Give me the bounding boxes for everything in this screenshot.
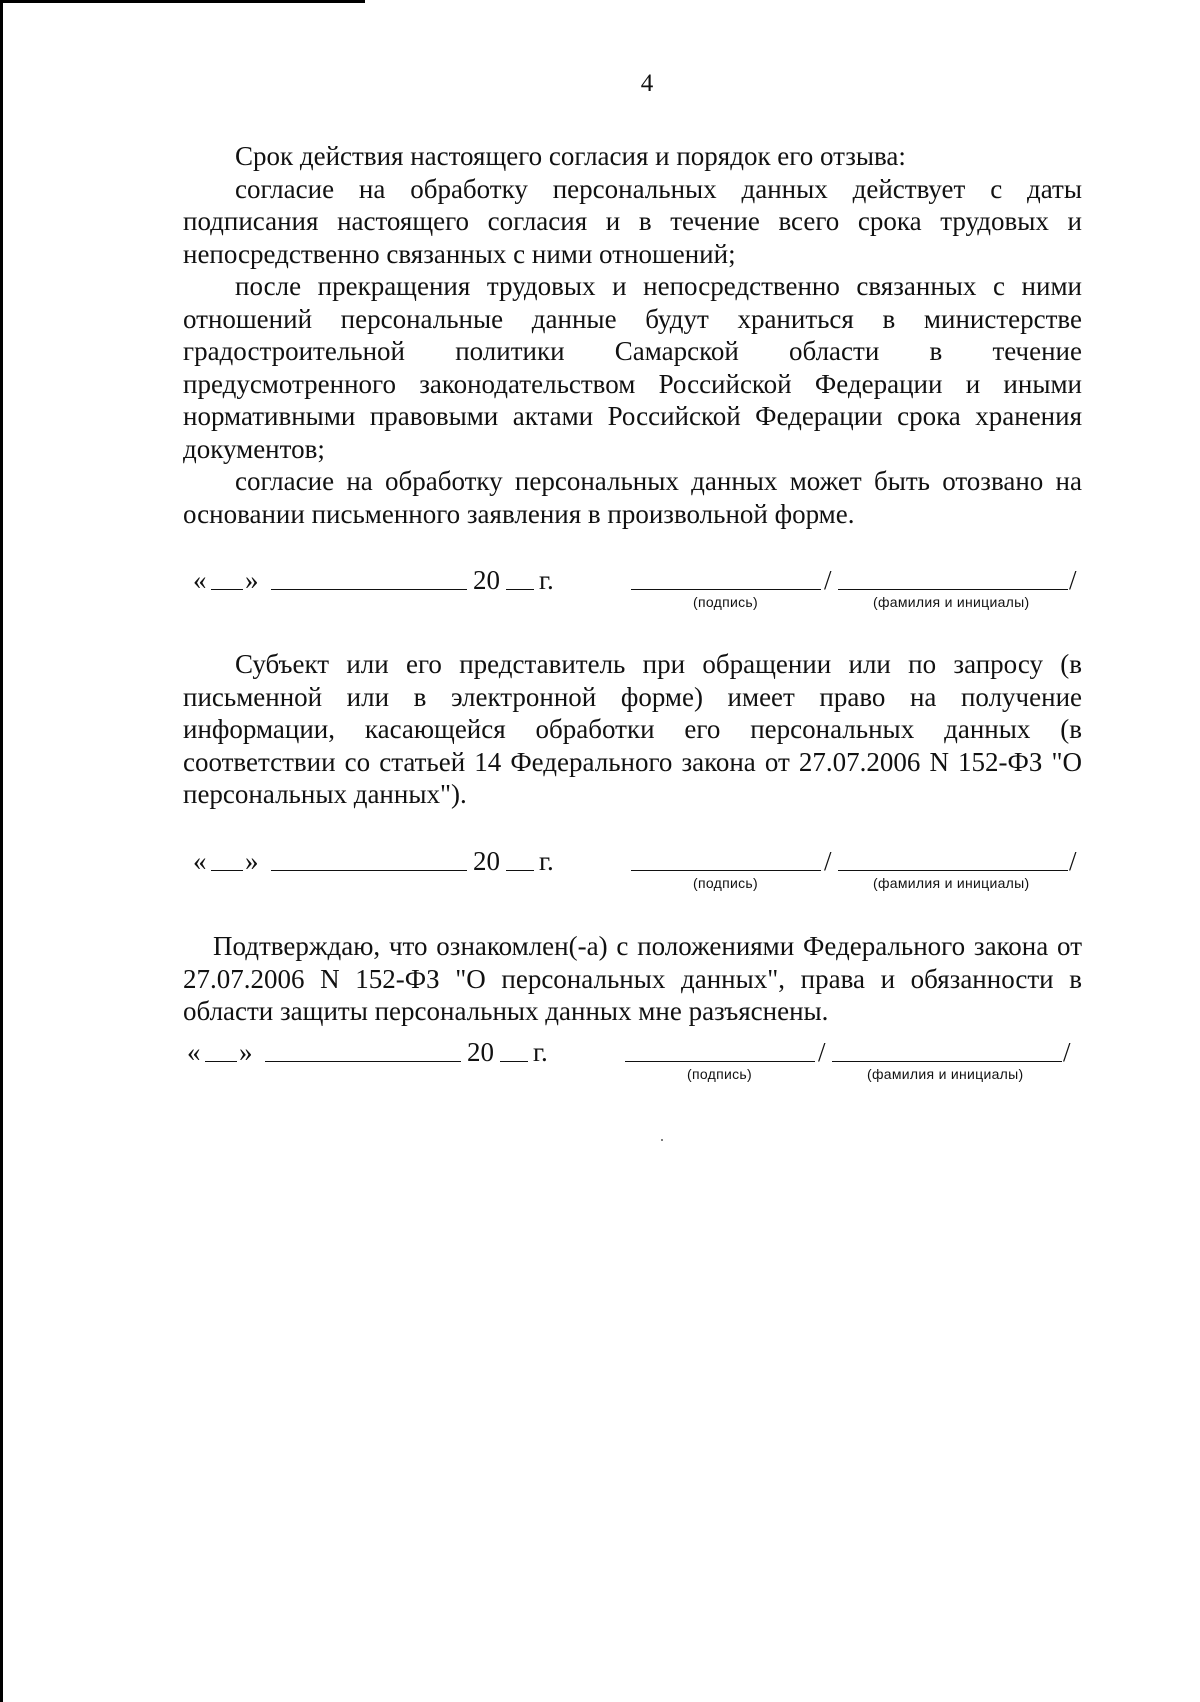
year-suffix: г. [539,846,554,876]
name-caption: (фамилия и инициалы) [873,875,1030,891]
quote-close: » [245,565,259,595]
signature-caption: (подпись) [693,594,758,610]
scan-border-top [0,0,365,3]
separator-slash: / [1069,846,1077,876]
confirmation-paragraph: Подтверждаю, что ознакомлен(-а) с положениями Федерального закона от 27.07.2006 N 152-ФЗ "О персональных данных", права и обязанности в области защиты персональных данных мне разъяснены. [183,931,1082,1026]
signature-field[interactable] [631,589,821,590]
year-prefix: 20 [473,565,500,595]
day-field[interactable] [211,870,243,871]
year-prefix: 20 [473,846,500,876]
signature-field[interactable] [631,870,821,871]
quote-open: « [193,846,207,876]
rights-paragraph: Субъект или его представитель при обращении или по запросу (в письменной или в электронной форме) имеет право на получение информации, касающейся обработки его персональных данных (в соответствии со статьей 14 Федерального закона от 27.07.2006 N 152-ФЗ "О персональных данных"). [183,649,1082,809]
validity-paragraph-2: после прекращения трудовых и непосредственно связанных с ними отношений персональные данные будут храниться в министерстве градостроительной политики Самарской области в течение предусмотренного законодательством Российской Федерации и иными нормативными правовыми актами Российской Федерации срока хранения документов; [183,271,1082,464]
name-field[interactable] [832,1061,1062,1062]
year-suffix: г. [533,1037,548,1067]
separator-slash: / [824,565,832,595]
month-field[interactable] [265,1061,461,1062]
quote-close: » [239,1037,253,1067]
name-field[interactable] [838,870,1068,871]
month-field[interactable] [271,589,467,590]
signature-row-1 [183,565,1085,615]
quote-close: » [245,846,259,876]
validity-section [183,140,1082,530]
year-field[interactable] [506,589,534,590]
separator-slash: / [824,846,832,876]
name-field[interactable] [838,589,1068,590]
quote-open: « [193,565,207,595]
scan-border-left [0,0,3,1702]
quote-open: « [187,1037,201,1067]
signature-caption: (подпись) [693,875,758,891]
year-field[interactable] [506,870,534,871]
separator-slash: / [1069,565,1077,595]
name-caption: (фамилия и инициалы) [873,594,1030,610]
separator-slash: / [818,1037,826,1067]
signature-field[interactable] [625,1061,815,1062]
validity-paragraph-1: согласие на обработку персональных данных действует с даты подписания настоящего согласия и в течение всего срока трудовых и непосредственно связанных с ними отношений; [183,173,1082,269]
year-field[interactable] [500,1061,528,1062]
signature-caption: (подпись) [687,1066,752,1082]
day-field[interactable] [211,589,243,590]
rights-section [183,648,1082,811]
signature-row-3 [177,1037,1079,1087]
name-caption: (фамилия и инициалы) [867,1066,1024,1082]
day-field[interactable] [205,1061,237,1062]
page-number: 4 [640,70,654,97]
separator-slash: / [1063,1037,1071,1067]
year-prefix: 20 [467,1037,494,1067]
validity-heading: Срок действия настоящего согласия и порядок его отзыва: [235,141,906,171]
year-suffix: г. [539,565,554,595]
scan-speck [661,1139,663,1141]
validity-paragraph-3: согласие на обработку персональных данных может быть отозвано на основании письменного заявления в произвольной форме. [183,466,1082,529]
confirmation-section [183,930,1082,1028]
month-field[interactable] [271,870,467,871]
signature-row-2 [183,846,1085,896]
